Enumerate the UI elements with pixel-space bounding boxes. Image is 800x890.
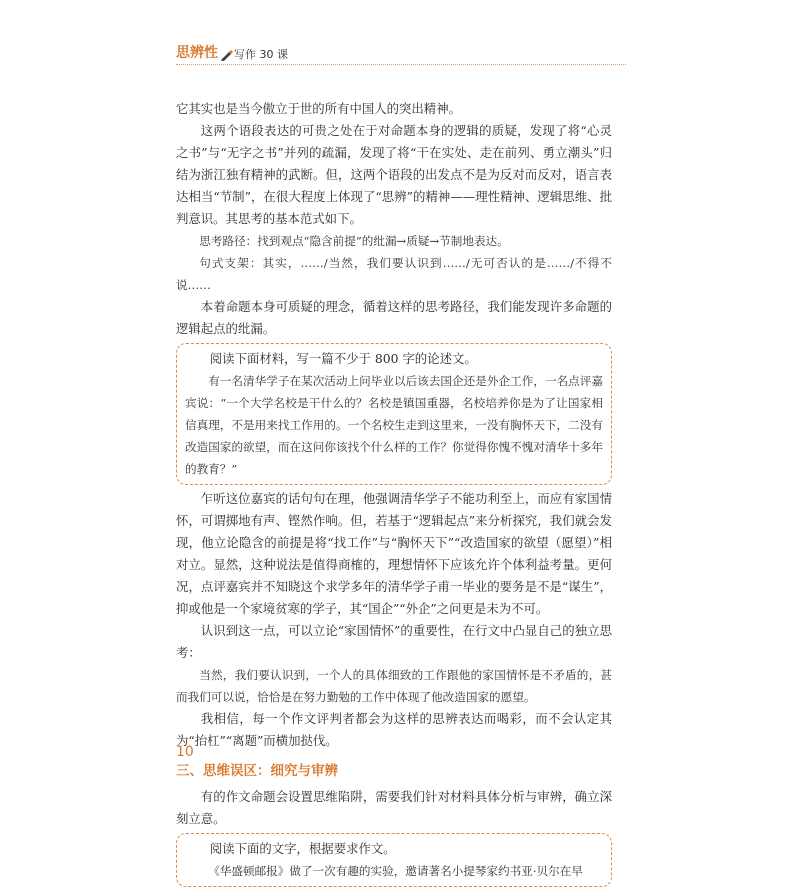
paragraph: 乍听这位嘉宾的话句句在理，他强调清华学子不能功利至上，而应有家国情怀，可谓掷地有声、铿然作响。但，若基于“逻辑起点”来分析探究，我们就会发现，他立论隐含的前提是将“找工作”与“胸怀天下”“改造国家的欲望（愿望）”相对立。显然，这种说法是值得商榷的，理想情怀下应该允许个体利益考量。更何况，点评嘉宾并不知晓这个求学多年的清华学子甫一毕业的要务是不是“谋生”，抑或他是一个家境贫寒的学子，其“国企”“外企”之问更是未为不可。 — [176, 491, 612, 616]
paragraph: 这两个语段表达的可贵之处在于对命题本身的逻辑的质疑，发现了将“心灵之书”与“无字之书”并列的疏漏，发现了将“干在实处、走在前列、勇立潮头”归结为浙江独有精神的武断。但，这两个语段的出发点不是为反对而反对，语言表达相当“节制”，在很大程度上体现了“思辨”的精神——理性精神、逻辑思维、批判意识。其思考的基本范式如下。 — [176, 123, 612, 226]
box-instruction: 阅读下面材料，写一篇不少于 800 字的论述文。 — [209, 351, 477, 366]
example-paragraph: 当然，我们要认识到，一个人的具体细致的工作跟他的家国情怀是不矛盾的，甚而我们可以说，恰恰是在努力勤勉的工作中体现了他改造国家的愿望。 — [176, 668, 612, 704]
paragraph: 认识到这一点，可以立论“家国情怀”的重要性，在行文中凸显自己的独立思考： — [176, 623, 612, 660]
header-brand: 思辨性 — [176, 45, 218, 61]
box-instruction: 阅读下面的文字，根据要求作文。 — [209, 841, 396, 856]
box-material: 《华盛顿邮报》做了一次有趣的实验，邀请著名小提琴家约书亚·贝尔在早 — [208, 864, 583, 878]
thinking-path: 思考路径：找到观点“隐含前提”的纰漏→质疑→节制地表达。 — [199, 234, 509, 248]
header-subtitle: 写作 30 课 — [234, 48, 288, 61]
pen-icon — [220, 46, 234, 65]
header-rule — [176, 64, 626, 65]
material-box — [176, 343, 612, 485]
page-number: 10 — [176, 744, 194, 760]
paragraph: 我相信，每一个作文评判者都会为这样的思辨表达而喝彩，而不会认定其为“抬杠”“离题”而横加挞伐。 — [176, 711, 612, 748]
running-header — [176, 40, 626, 68]
paragraph: 本着命题本身可质疑的理念，循着这样的思考路径，我们能发现许多命题的逻辑起点的纰漏。 — [176, 299, 612, 336]
section-intro: 有的作文命题会设置思维陷阱，需要我们针对材料具体分析与审辨，确立深刻立意。 — [176, 789, 612, 826]
box-material: 有一名清华学子在某次活动上问毕业以后该去国企还是外企工作，一名点评嘉宾说：“一个大学名校是干什么的？名校是镇国重器，名校培养你是为了让国家相信真理，不是用来找工作用的。一个名校生走到这里来，一没有胸怀天下，二没有改造国家的欲望，而在这问你该找个什么样的工作？你觉得你愧不愧对清华十多年的教育？” — [185, 374, 603, 476]
main-text — [176, 98, 612, 890]
paragraph: 它其实也是当今傲立于世的所有中国人的突出精神。 — [176, 101, 461, 116]
sentence-scaffold: 句式支架：其实，……/当然，我们要认识到……/无可否认的是……/不得不说…… — [176, 256, 612, 292]
material-box — [176, 833, 612, 887]
section-heading: 三、思维误区：细究与审辨 — [176, 763, 338, 779]
